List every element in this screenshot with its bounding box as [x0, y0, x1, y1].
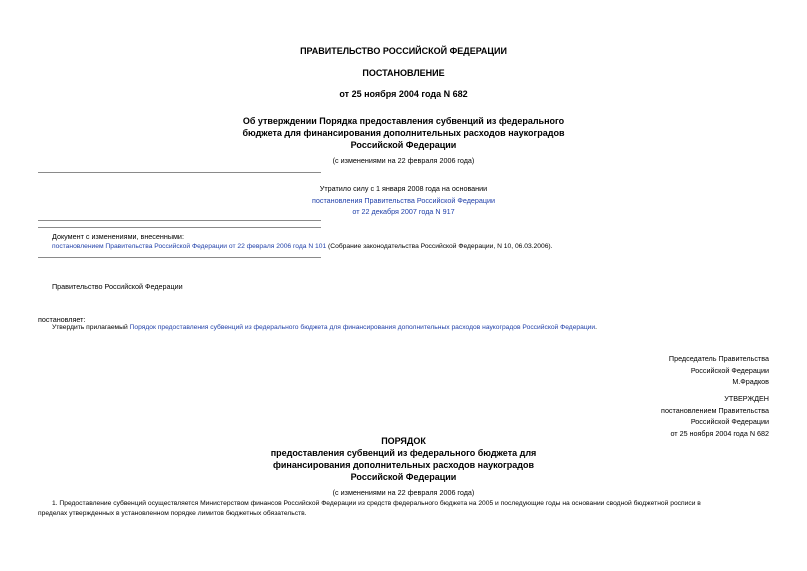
order-amendment-note: (с изменениями на 22 февраля 2006 года)	[332, 488, 475, 497]
approve-prefix: Утвердить прилагаемый	[52, 324, 130, 331]
changes-label: Документ с изменениями, внесенными:	[52, 232, 184, 241]
paragraph-1-line-1: 1. Предоставление субвенций осуществляется Министерством финансов Российской Федерации из средств федерального бюджета на 2005 и последующие годы на основании сводной бюджетной росписи в	[52, 500, 701, 507]
separator-line	[38, 220, 321, 221]
title-line-1: Об утверждении Порядка предоставления субвенций из федерального	[242, 116, 565, 126]
order-title-line-3: Российской Федерации	[350, 472, 457, 482]
expiry-text: Утратило силу с 1 января 2008 года на основании	[319, 184, 488, 193]
approved-line-1: УТВЕРЖДЕН	[724, 394, 769, 403]
expiry-notice	[0, 183, 807, 218]
expiry-link-line-1[interactable]: постановления Правительства Российской Федерации	[311, 195, 496, 205]
signature-block	[500, 353, 769, 388]
approve-suffix: .	[595, 324, 598, 331]
resolves-text: постановляет:	[38, 315, 86, 324]
signature-line-1: Председатель Правительства	[668, 354, 769, 363]
separator-line	[38, 257, 321, 258]
expiry-link-line-2[interactable]: от 22 декабря 2007 года N 917	[352, 207, 455, 216]
document-date: от 25 ноября 2004 года N 682	[339, 89, 468, 99]
order-title-line-1: предоставления субвенций из федерального бюджета для	[270, 448, 537, 458]
title-line-3: Российской Федерации	[350, 140, 457, 150]
order-heading: ПОРЯДОК	[381, 436, 426, 446]
approved-line-2: постановлением Правительства	[661, 405, 769, 415]
approved-line-3: Российской Федерации	[690, 417, 769, 426]
order-link[interactable]: Порядок предоставления субвенций из федерального бюджета для финансирования дополнительных расходов наукоградов Российской Федерации	[129, 324, 596, 331]
document-type: ПОСТАНОВЛЕНИЕ	[362, 68, 445, 78]
government-heading: ПРАВИТЕЛЬСТВО РОССИЙСКОЙ ФЕДЕРАЦИИ	[300, 46, 507, 56]
order-title-line-2: финансирования дополнительных расходов наукоградов	[273, 460, 534, 470]
changes-reference	[52, 241, 553, 252]
title-amendment-note: (с изменениями на 22 февраля 2006 года)	[332, 156, 475, 165]
separator-line	[38, 172, 321, 173]
document-title	[0, 115, 807, 151]
separator-line	[38, 227, 321, 228]
signature-line-2: Российской Федерации	[690, 365, 769, 375]
signature-line-3: М.Фрадков	[732, 377, 769, 386]
changes-source: (Собрание законодательства Российской Федерации, N 10, 06.03.2006).	[326, 243, 553, 250]
order-title	[0, 447, 807, 483]
approved-block	[500, 393, 769, 439]
title-line-2: бюджета для финансирования дополнительных расходов наукоградов	[242, 128, 565, 138]
paragraph-1-line-2: пределах утвержденных в установленном порядке лимитов бюджетных обязательств.	[38, 510, 307, 517]
authority-text: Правительство Российской Федерации	[52, 282, 183, 291]
changes-link[interactable]: постановлением Правительства Российской Федерации от 22 февраля 2006 года N 101	[52, 243, 327, 250]
approved-line-4: от 25 ноября 2004 года N 682	[670, 428, 769, 438]
approve-sentence	[52, 322, 597, 333]
